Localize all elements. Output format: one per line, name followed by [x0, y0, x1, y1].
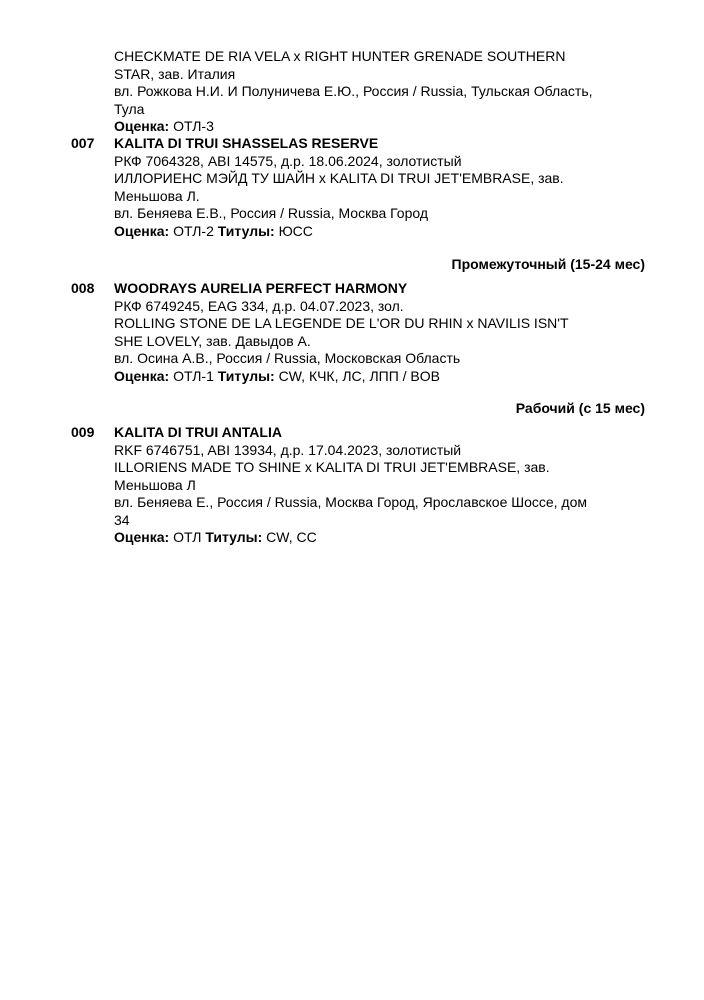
- entry-owner-cont: 34: [114, 511, 130, 528]
- dog-name: WOODRAYS AURELIA PERFECT HARMONY: [114, 280, 408, 296]
- titles-label: Титулы:: [217, 367, 275, 384]
- entry-number: 008: [71, 280, 95, 296]
- entry-registry: РКФ 6749245, EAG 334, д.р. 04.07.2023, зол.: [114, 297, 404, 314]
- titles-label: Титулы:: [205, 529, 263, 545]
- grade-label: Оценка:: [114, 529, 170, 545]
- entry-parents: CHECKMATE DE RIA VELA x RIGHT HUNTER GRENADE SOUTHERN: [114, 48, 566, 64]
- titles-value: ЮСС: [278, 222, 313, 239]
- grade-label: Оценка:: [114, 118, 170, 134]
- class-heading-working: Рабочий (с 15 мес): [515, 400, 645, 416]
- entry-parents-cont: Меньшова Л: [114, 476, 196, 493]
- entry-008: [114, 280, 642, 385]
- entry-parents-cont: STAR, зав. Италия: [114, 65, 236, 82]
- entry-parents: ROLLING STONE DE LA LEGENDE DE L'OR DU RHIN x NAVILIS ISN'T: [114, 315, 569, 331]
- class-heading-intermediate: Промежуточный (15-24 мес): [451, 256, 645, 272]
- grade-value: ОТЛ-1: [173, 367, 214, 384]
- entry-parents: ИЛЛОРИЕНС МЭЙД ТУ ШАЙН x KALITA DI TRUI JET'EMBRASE, зав.: [114, 170, 564, 186]
- dog-name: KALITA DI TRUI ANTALIA: [114, 424, 282, 440]
- entry-grade: [114, 118, 642, 136]
- titles-value: CW, КЧК, ЛС, ЛПП / BOB: [278, 367, 440, 384]
- entry-007: [114, 135, 642, 240]
- entry-number: 007: [71, 135, 95, 151]
- entry-parents: ILLORIENS MADE TO SHINE x KALITA DI TRUI JET'EMBRASE, зав.: [114, 459, 550, 475]
- entry-owner: вл. Рожкова Н.И. И Полуничева Е.Ю., Россия / Russia, Тульская Область,: [114, 83, 593, 99]
- entry-owner: вл. Беняева Е., Россия / Russia, Москва Город, Ярославское Шоссе, дом: [114, 494, 588, 510]
- entry-number: 009: [71, 424, 95, 440]
- entry-grade: [114, 223, 642, 241]
- entry-grade: [114, 529, 642, 547]
- entry-owner: вл. Осина А.В., Россия / Russia, Московская Область: [114, 350, 461, 366]
- entry-parents-cont: SHE LOVELY, зав. Давыдов А.: [114, 332, 311, 349]
- dog-name: KALITA DI TRUI SHASSELAS RESERVE: [114, 135, 379, 151]
- entry-009: [114, 424, 642, 547]
- grade-value: ОТЛ-2: [173, 222, 214, 239]
- entry-parents-cont: Меньшова Л.: [114, 187, 200, 204]
- grade-value: ОТЛ: [173, 529, 202, 545]
- titles-label: Титулы:: [217, 222, 275, 239]
- entry-registry: RKF 6746751, ABI 13934, д.р. 17.04.2023, золотистый: [114, 441, 462, 458]
- titles-value: CW, CC: [266, 529, 317, 545]
- grade-value: ОТЛ-3: [173, 118, 214, 134]
- entry-registry: РКФ 7064328, ABI 14575, д.р. 18.06.2024, золотистый: [114, 152, 462, 169]
- entry-owner-cont: Тула: [114, 100, 145, 117]
- entry-owner: вл. Беняева Е.В., Россия / Russia, Москва Город: [114, 205, 429, 221]
- grade-label: Оценка:: [114, 222, 170, 239]
- continued-entry: [114, 48, 642, 136]
- entry-grade: [114, 368, 642, 386]
- grade-label: Оценка:: [114, 367, 170, 384]
